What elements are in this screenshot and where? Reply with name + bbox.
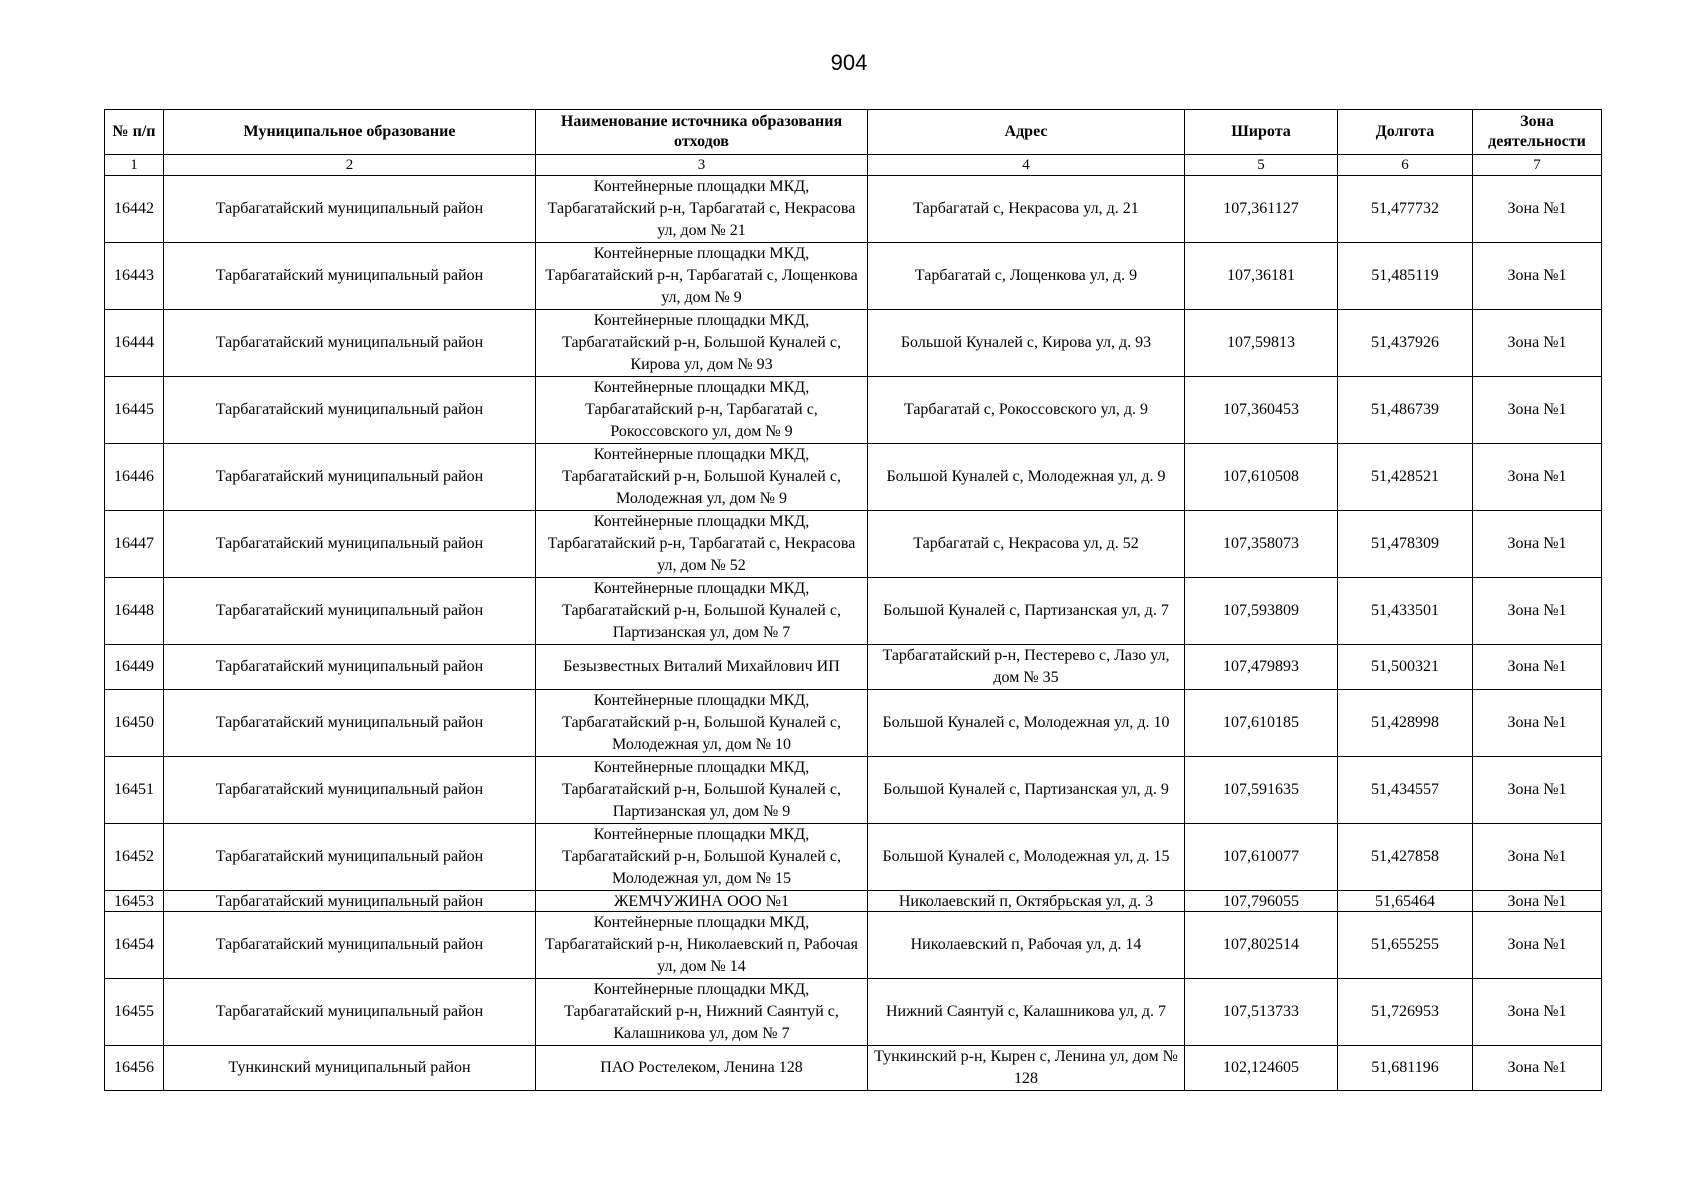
latitude-cell: 107,591635 [1185,757,1338,824]
municipality-cell: Тарбагатайский муниципальный район [164,912,536,979]
column-number: 7 [1473,155,1602,176]
row-number-cell: 16442 [105,176,164,243]
page-number: 904 [830,50,868,75]
table-row [105,176,1602,243]
row-number-cell: 16443 [105,243,164,310]
row-number-cell: 16448 [105,578,164,645]
municipality-cell: Тарбагатайский муниципальный район [164,511,536,578]
address-cell: Тарбагатайский р-н, Пестерево с, Лазо ул, дом № 35 [868,645,1185,690]
source-cell: ПАО Ростелеком, Ленина 128 [536,1046,868,1091]
address-cell: Большой Куналей с, Партизанская ул, д. 9 [868,757,1185,824]
table-row [105,243,1602,310]
municipality-cell: Тарбагатайский муниципальный район [164,444,536,511]
zone-cell: Зона №1 [1473,310,1602,377]
latitude-cell: 107,59813 [1185,310,1338,377]
zone-cell: Зона №1 [1473,176,1602,243]
municipality-cell: Тарбагатайский муниципальный район [164,891,536,912]
municipality-cell: Тарбагатайский муниципальный район [164,690,536,757]
longitude-cell: 51,477732 [1338,176,1473,243]
longitude-cell: 51,500321 [1338,645,1473,690]
latitude-cell: 107,360453 [1185,377,1338,444]
longitude-cell: 51,486739 [1338,377,1473,444]
row-number-cell: 16454 [105,912,164,979]
source-cell: Контейнерные площадки МКД, Тарбагатайский р-н, Большой Куналей с, Молодежная ул, дом № 10 [536,690,868,757]
source-cell: Контейнерные площадки МКД, Тарбагатайский р-н, Нижний Саянтуй с, Калашникова ул, дом № 7 [536,979,868,1046]
longitude-cell: 51,65464 [1338,891,1473,912]
row-number-cell: 16451 [105,757,164,824]
zone-cell: Зона №1 [1473,243,1602,310]
table-header-row [105,110,1602,155]
source-cell: Контейнерные площадки МКД, Тарбагатайский р-н, Большой Куналей с, Кирова ул, дом № 93 [536,310,868,377]
latitude-cell: 107,479893 [1185,645,1338,690]
source-cell: Контейнерные площадки МКД, Тарбагатайский р-н, Тарбагатай с, Лощенкова ул, дом № 9 [536,243,868,310]
row-number-cell: 16449 [105,645,164,690]
column-number: 3 [536,155,868,176]
latitude-cell: 107,610508 [1185,444,1338,511]
source-cell: Контейнерные площадки МКД, Тарбагатайский р-н, Тарбагатай с, Некрасова ул, дом № 21 [536,176,868,243]
header-latitude: Широта [1185,110,1338,155]
latitude-cell: 102,124605 [1185,1046,1338,1091]
header-zone: Зона деятельности [1473,110,1602,155]
source-cell: Контейнерные площадки МКД, Тарбагатайский р-н, Большой Куналей с, Молодежная ул, дом № 15 [536,824,868,891]
municipality-cell: Тарбагатайский муниципальный район [164,310,536,377]
longitude-cell: 51,726953 [1338,979,1473,1046]
longitude-cell: 51,437926 [1338,310,1473,377]
longitude-cell: 51,655255 [1338,912,1473,979]
zone-cell: Зона №1 [1473,824,1602,891]
table-row [105,645,1602,690]
zone-cell: Зона №1 [1473,444,1602,511]
municipality-cell: Тарбагатайский муниципальный район [164,645,536,690]
table-row [105,979,1602,1046]
zone-cell: Зона №1 [1473,690,1602,757]
table-body [105,176,1602,1091]
source-cell: Контейнерные площадки МКД, Тарбагатайский р-н, Николаевский п, Рабочая ул, дом № 14 [536,912,868,979]
municipality-cell: Тарбагатайский муниципальный район [164,243,536,310]
column-number: 2 [164,155,536,176]
municipality-cell: Тарбагатайский муниципальный район [164,824,536,891]
zone-cell: Зона №1 [1473,1046,1602,1091]
zone-cell: Зона №1 [1473,979,1602,1046]
row-number-cell: 16452 [105,824,164,891]
row-number-cell: 16446 [105,444,164,511]
zone-cell: Зона №1 [1473,645,1602,690]
row-number-cell: 16444 [105,310,164,377]
column-number: 1 [105,155,164,176]
latitude-cell: 107,610077 [1185,824,1338,891]
header-number: № п/п [105,110,164,155]
longitude-cell: 51,427858 [1338,824,1473,891]
column-number: 5 [1185,155,1338,176]
zone-cell: Зона №1 [1473,578,1602,645]
address-cell: Большой Куналей с, Молодежная ул, д. 9 [868,444,1185,511]
table-row [105,578,1602,645]
municipality-cell: Тункинский муниципальный район [164,1046,536,1091]
address-cell: Тарбагатай с, Рокоссовского ул, д. 9 [868,377,1185,444]
address-cell: Николаевский п, Рабочая ул, д. 14 [868,912,1185,979]
table-row [105,757,1602,824]
latitude-cell: 107,796055 [1185,891,1338,912]
longitude-cell: 51,428521 [1338,444,1473,511]
waste-sources-table [104,109,1602,1091]
latitude-cell: 107,361127 [1185,176,1338,243]
table-row [105,690,1602,757]
address-cell: Тарбагатай с, Лощенкова ул, д. 9 [868,243,1185,310]
row-number-cell: 16447 [105,511,164,578]
address-cell: Тункинский р-н, Кырен с, Ленина ул, дом № 128 [868,1046,1185,1091]
latitude-cell: 107,593809 [1185,578,1338,645]
header-source: Наименование источника образования отходов [536,110,868,155]
zone-cell: Зона №1 [1473,912,1602,979]
latitude-cell: 107,513733 [1185,979,1338,1046]
column-number-row [105,155,1602,176]
municipality-cell: Тарбагатайский муниципальный район [164,578,536,645]
source-cell: ЖЕМЧУЖИНА ООО №1 [536,891,868,912]
latitude-cell: 107,358073 [1185,511,1338,578]
address-cell: Николаевский п, Октябрьская ул, д. 3 [868,891,1185,912]
table-row [105,444,1602,511]
source-cell: Контейнерные площадки МКД, Тарбагатайский р-н, Большой Куналей с, Партизанская ул, дом № 7 [536,578,868,645]
longitude-cell: 51,681196 [1338,1046,1473,1091]
source-cell: Контейнерные площадки МКД, Тарбагатайский р-н, Большой Куналей с, Партизанская ул, дом № 9 [536,757,868,824]
zone-cell: Зона №1 [1473,511,1602,578]
row-number-cell: 16456 [105,1046,164,1091]
table-row [105,912,1602,979]
zone-cell: Зона №1 [1473,377,1602,444]
address-cell: Нижний Саянтуй с, Калашникова ул, д. 7 [868,979,1185,1046]
column-number: 4 [868,155,1185,176]
address-cell: Тарбагатай с, Некрасова ул, д. 52 [868,511,1185,578]
address-cell: Большой Куналей с, Кирова ул, д. 93 [868,310,1185,377]
row-number-cell: 16455 [105,979,164,1046]
municipality-cell: Тарбагатайский муниципальный район [164,979,536,1046]
source-cell: Контейнерные площадки МКД, Тарбагатайский р-н, Тарбагатай с, Некрасова ул, дом № 52 [536,511,868,578]
row-number-cell: 16445 [105,377,164,444]
table-row [105,1046,1602,1091]
header-municipality: Муниципальное образование [164,110,536,155]
source-cell: Контейнерные площадки МКД, Тарбагатайский р-н, Тарбагатай с, Рокоссовского ул, дом № 9 [536,377,868,444]
latitude-cell: 107,36181 [1185,243,1338,310]
table-row [105,377,1602,444]
source-cell: Безызвестных Виталий Михайлович ИП [536,645,868,690]
latitude-cell: 107,610185 [1185,690,1338,757]
table-row [105,824,1602,891]
column-number: 6 [1338,155,1473,176]
address-cell: Тарбагатай с, Некрасова ул, д. 21 [868,176,1185,243]
longitude-cell: 51,485119 [1338,243,1473,310]
source-cell: Контейнерные площадки МКД, Тарбагатайский р-н, Большой Куналей с, Молодежная ул, дом № 9 [536,444,868,511]
header-longitude: Долгота [1338,110,1473,155]
longitude-cell: 51,434557 [1338,757,1473,824]
municipality-cell: Тарбагатайский муниципальный район [164,176,536,243]
table-row [105,310,1602,377]
address-cell: Большой Куналей с, Молодежная ул, д. 10 [868,690,1185,757]
address-cell: Большой Куналей с, Партизанская ул, д. 7 [868,578,1185,645]
row-number-cell: 16453 [105,891,164,912]
table-row [105,891,1602,912]
zone-cell: Зона №1 [1473,891,1602,912]
municipality-cell: Тарбагатайский муниципальный район [164,757,536,824]
longitude-cell: 51,428998 [1338,690,1473,757]
row-number-cell: 16450 [105,690,164,757]
address-cell: Большой Куналей с, Молодежная ул, д. 15 [868,824,1185,891]
municipality-cell: Тарбагатайский муниципальный район [164,377,536,444]
header-address: Адрес [868,110,1185,155]
longitude-cell: 51,433501 [1338,578,1473,645]
zone-cell: Зона №1 [1473,757,1602,824]
table-row [105,511,1602,578]
longitude-cell: 51,478309 [1338,511,1473,578]
latitude-cell: 107,802514 [1185,912,1338,979]
